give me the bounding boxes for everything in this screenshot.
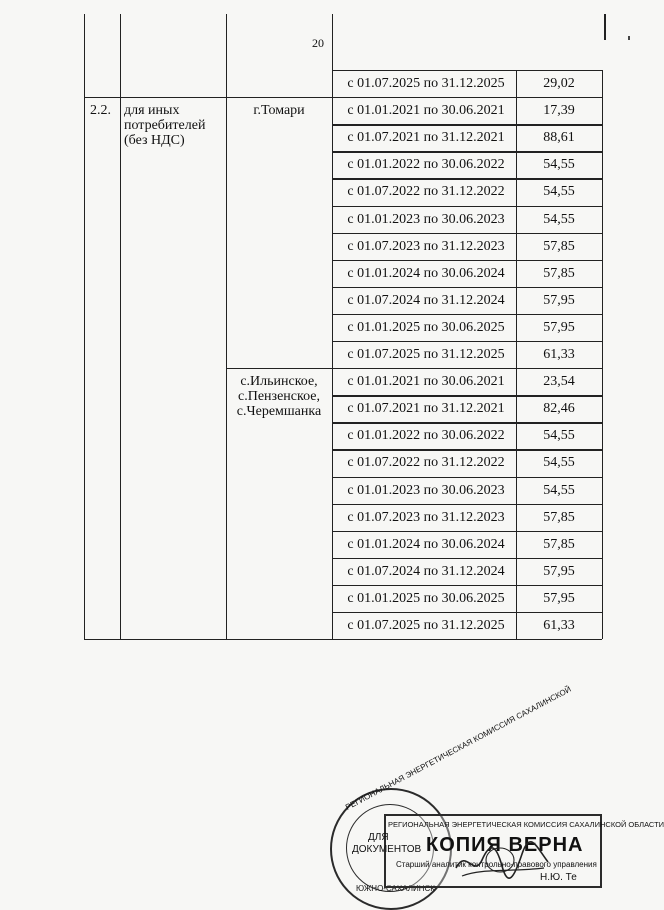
consumer-label-line: потребителей <box>124 118 206 134</box>
period-cell: с 01.01.2025 по 30.06.2025 <box>347 319 505 335</box>
row-rule <box>332 178 602 179</box>
page-edge-mark <box>604 14 606 40</box>
signature-icon <box>452 838 552 884</box>
row-rule <box>332 558 602 559</box>
col-rule <box>84 14 85 639</box>
page-edge-mark-small <box>628 36 630 40</box>
value-cell: 54,55 <box>543 184 575 200</box>
section-top-rule <box>84 97 602 98</box>
location-label: с.Черемшанка <box>236 404 322 420</box>
value-cell: 88,61 <box>543 130 575 146</box>
stamp-position: Старший аналитик контрольно-правового управления <box>396 860 597 869</box>
value-cell: 57,95 <box>543 292 575 308</box>
row-rule <box>332 151 602 152</box>
consumer-label-line: для иных <box>124 103 180 119</box>
period-cell: с 01.07.2021 по 31.12.2021 <box>347 130 505 146</box>
value-cell: 57,95 <box>543 563 575 579</box>
period-cell: с 01.01.2022 по 30.06.2022 <box>347 157 505 173</box>
value-cell: 54,55 <box>543 482 575 498</box>
row-rule <box>332 314 602 315</box>
period-cell: с 01.07.2023 по 31.12.2023 <box>347 238 505 254</box>
stamp-name: Н.Ю. Те <box>540 872 577 883</box>
table-top-rule <box>332 70 602 71</box>
value-cell: 61,33 <box>543 618 575 633</box>
value-cell: 54,55 <box>543 455 575 471</box>
value-cell: 54,55 <box>543 428 575 444</box>
round-seal-text: РЕГИОНАЛЬНАЯ ЭНЕРГЕТИЧЕСКАЯ КОМИССИЯ САХАЛИНСКОЙ <box>344 684 573 812</box>
value-cell: 29,02 <box>543 76 575 91</box>
period-cell: с 01.07.2021 по 31.12.2021 <box>347 401 505 417</box>
row-rule <box>332 206 602 207</box>
col-rule <box>602 70 603 639</box>
period-cell: с 01.07.2025 по 31.12.2025 <box>347 347 505 362</box>
row-rule <box>332 504 602 505</box>
page-number: 20 <box>312 36 324 50</box>
stamp-header: РЕГИОНАЛЬНАЯ ЭНЕРГЕТИЧЕСКАЯ КОМИССИЯ САХАЛИНСКОЙ ОБЛАСТИ <box>388 820 664 829</box>
location-label: с.Пензенское, <box>238 389 320 405</box>
col-rule <box>120 14 121 639</box>
value-cell: 23,54 <box>543 374 575 390</box>
period-cell: с 01.01.2024 по 30.06.2024 <box>347 265 505 281</box>
period-cell: с 01.01.2023 по 30.06.2023 <box>347 482 505 498</box>
row-rule <box>332 287 602 288</box>
consumer-label-line: (без НДС) <box>124 133 185 149</box>
value-cell: 54,55 <box>543 211 575 227</box>
period-cell: с 01.01.2024 по 30.06.2024 <box>347 536 505 552</box>
period-cell: с 01.07.2025 по 31.12.2025 <box>347 76 505 91</box>
period-cell: с 01.01.2021 по 30.06.2021 <box>347 374 505 390</box>
period-cell: с 01.07.2023 по 31.12.2023 <box>347 509 505 525</box>
section-number: 2.2. <box>90 103 111 119</box>
period-cell: с 01.07.2022 по 31.12.2022 <box>347 455 505 471</box>
value-cell: 54,55 <box>543 157 575 173</box>
period-cell: с 01.01.2021 по 30.06.2021 <box>347 103 505 119</box>
period-cell: с 01.01.2022 по 30.06.2022 <box>347 428 505 444</box>
row-rule <box>332 585 602 586</box>
col-rule <box>332 14 333 639</box>
row-rule <box>332 531 602 532</box>
row-rule <box>332 477 602 478</box>
row-rule <box>332 395 602 396</box>
value-cell: 57,95 <box>543 319 575 335</box>
stamp-title: КОПИЯ ВЕРНА <box>426 834 584 856</box>
period-cell: с 01.07.2024 по 31.12.2024 <box>347 292 505 308</box>
value-cell: 57,85 <box>543 238 575 254</box>
row-rule <box>332 341 602 342</box>
stamp-doc-label-1: ДЛЯ <box>368 832 389 843</box>
value-cell: 82,46 <box>543 401 575 417</box>
col-rule <box>516 70 517 639</box>
round-seal-bottom-text: ЮЖНО-САХАЛИНСК <box>356 884 435 893</box>
value-cell: 57,95 <box>543 590 575 606</box>
table-bottom-rule <box>84 639 602 640</box>
value-cell: 57,85 <box>543 536 575 552</box>
period-cell: с 01.01.2025 по 30.06.2025 <box>347 590 505 606</box>
row-rule <box>332 422 602 423</box>
row-rule <box>332 449 602 450</box>
period-cell: с 01.07.2024 по 31.12.2024 <box>347 563 505 579</box>
row-rule <box>332 124 602 125</box>
row-rule <box>332 233 602 234</box>
row-rule <box>332 260 602 261</box>
row-rule <box>332 612 602 613</box>
period-cell: с 01.07.2025 по 31.12.2025 <box>347 618 505 633</box>
col-rule <box>226 14 227 639</box>
period-cell: с 01.07.2022 по 31.12.2022 <box>347 184 505 200</box>
value-cell: 17,39 <box>543 103 575 119</box>
location-label: с.Ильинское, <box>240 374 318 390</box>
value-cell: 57,85 <box>543 265 575 281</box>
period-cell: с 01.01.2023 по 30.06.2023 <box>347 211 505 227</box>
stamp-doc-label-2: ДОКУМЕНТОВ <box>352 844 422 855</box>
value-cell: 57,85 <box>543 509 575 525</box>
location-label: г.Томари <box>253 103 305 119</box>
value-cell: 61,33 <box>543 347 575 362</box>
group-rule <box>226 368 602 369</box>
